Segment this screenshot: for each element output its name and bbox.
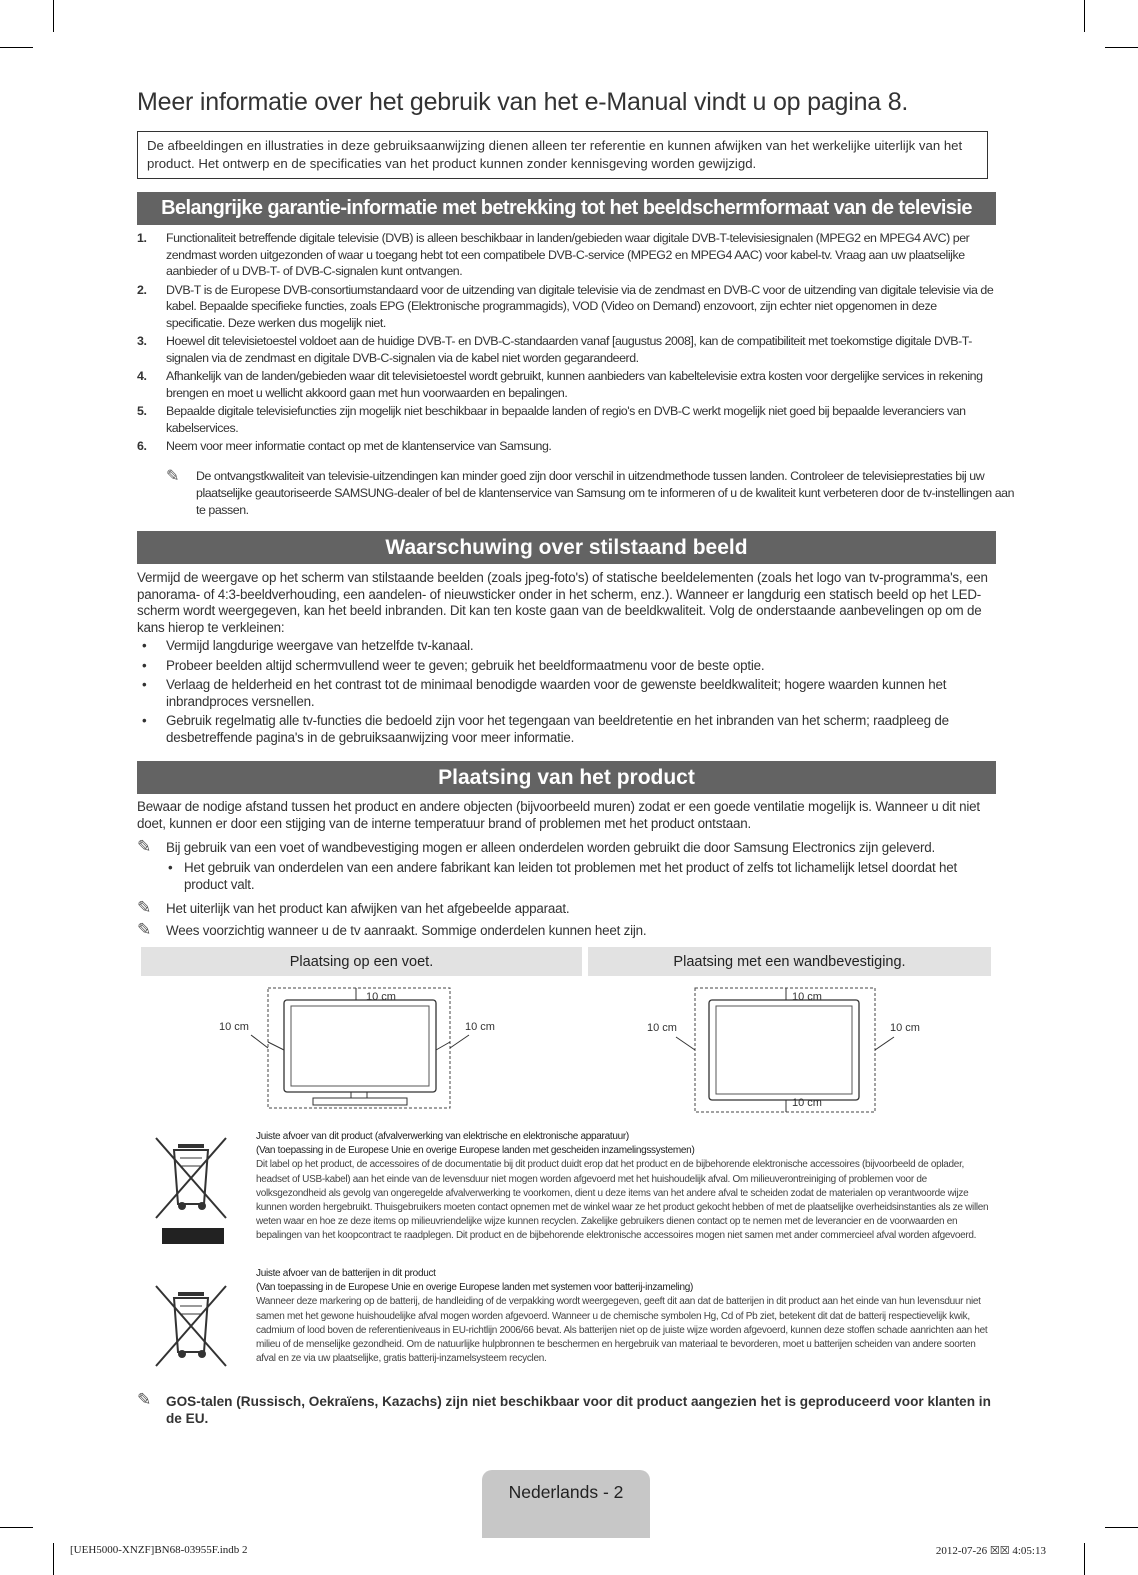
item-number: 2. [137,282,147,297]
crossed-out-battery-bin-icon [150,1282,232,1372]
stand-placement-diagram [141,980,582,1115]
page-title: Meer informatie over het gebruik van het e-Manual vindt u op pagina 8. [137,88,909,116]
clearance-label-bottom: 10 cm [792,1097,822,1109]
pencil-note-icon: ✎ [137,898,152,917]
clearance-label-left: 10 cm [647,1022,677,1034]
list-item [137,403,995,436]
list-item [137,333,995,366]
clearance-label-left: 10 cm [219,1021,249,1033]
gos-note [137,1390,997,1427]
tv-neck [351,1092,367,1098]
section-heading-guarantee: Belangrijke garantie-informatie met betrekking tot het beeldschermformaat van de televisie [137,192,996,225]
bullet-icon: • [142,677,147,692]
bullet-icon: • [142,657,147,673]
stand-placement-heading: Plaatsing op een voet. [141,947,582,976]
item-text: Afhankelijk van de landen/gebieden waar dit televisietoestel wordt gebruikt, kunnen aanbieders van kabeltelevisie extra kosten voor dergelijke services in rekening brengen en moet u wellicht akkoord gaan met hun voorwaarden en bepalingen. [166,369,983,400]
clearance-outline [695,988,875,1112]
item-number: 4. [137,369,147,383]
weee-battery-subtitle: (Van toepassing in de Europese Unie en overige Europese landen met systemen voor batterij-inzameling) [256,1282,694,1294]
section-heading-still-image: Waarschuwing over stilstaand beeld [137,531,996,564]
bullet-text: Vermijd langdurige weergave van hetzelfde tv-kanaal. [166,638,474,653]
tv-stand [313,1098,407,1105]
tv-frame [284,1000,436,1092]
weee-product-text [256,1130,990,1244]
still-image-bullets [137,638,997,749]
placement-note [137,839,997,856]
bullet-text: Gebruik regelmatig alle tv-functies die bedoeld zijn voor het tegengaan van beeldretentie en het inbranden van het scherm; raadpleeg de desbetreffende pagina's in de gebruiksaanwijzing voor meer informatie. [166,713,949,745]
pencil-note-icon: ✎ [137,920,152,939]
list-item [137,638,997,655]
item-number: 1. [137,231,147,245]
crop-mark [53,0,54,32]
clearance-indicator [268,1042,284,1050]
item-text: Neem voor meer informatie contact op met de klantenservice van Samsung. [166,439,552,453]
crop-mark [1105,47,1138,48]
crop-mark [0,1527,33,1528]
clearance-label-right: 10 cm [890,1022,920,1034]
clearance-label-top: 10 cm [366,991,396,1003]
crop-mark [1084,0,1085,32]
note-text: GOS-talen (Russisch, Oekraïens, Kazachs) zijn niet beschikbaar voor dit product aangezien het is geproduceerd voor klanten in de EU. [166,1394,991,1426]
section-heading-placement: Plaatsing van het product [137,761,996,794]
weee-product-subtitle: (Van toepassing in de Europese Unie en overige Europese landen met gescheiden inzamelingssystemen) [256,1145,695,1157]
list-item [137,368,995,401]
item-text: Bepaalde digitale televisiefuncties zijn mogelijk niet beschikbaar in bepaalde landen of regio's en DVB-C werkt mogelijk niet goed bij bepaalde leveranciers van kabelservices. [166,404,966,435]
clearance-indicator [436,1042,450,1050]
note-text: De ontvangstkwaliteit van televisie-uitzendingen kan minder goed zijn door verschil in uitzendmethode tussen landen. Controleer de televisieprestaties bij uw plaatselijke geautoriseerde SAMSUNG-dealer of bel de klantenservice van Samsung om te informeren of u de kwaliteit kunt verbeteren door de tv-instellingen aan te passen. [196,469,1015,517]
pencil-note-icon: ✎ [137,837,152,856]
bullet-icon: • [142,713,147,728]
crop-mark [0,47,33,48]
item-number: 5. [137,404,147,418]
list-item [137,230,995,280]
note-text: Bij gebruik van een voet of wandbevestiging mogen er alleen onderdelen worden gebruikt die door Samsung Electronics zijn geleverd. [166,840,935,855]
placement-note [137,922,997,939]
tv-screen [716,1006,852,1094]
list-item [137,677,997,710]
weee-battery-body: Wanneer deze markering op de batterij, de handleiding of de verpakking wordt weergegeven, geeft dit aan dat de batterijen in dit product aan het einde van hun levensduur niet samen met het gewone huishoudelijke afval mogen worden afgevoerd. Wanneer u de chemische symbolen Hg, Cd of Pb ziet, betekent dit dat de batterij respectievelijk kwik, cadmium of lood boven de referentieniveaus in EU-richtlijn 2006/66 bevat. Als batterijen niet op de juiste wijze worden afgevoerd, kunnen deze stoffen schade aanrichten aan het milieu of de menselijke gezondheid. Om de natuurlijke hulpbronnen te beschermen en hergebruik van materiaal te bevorderen, moet u batterijen scheiden van andere soorten afval en ze via uw plaatselijke, gratis batterij-inzamelsysteem recyclen. [256,1296,988,1365]
list-item [137,658,997,675]
bullet-icon: • [142,638,147,653]
tv-screen [291,1006,429,1086]
tv-frame [709,1000,859,1100]
still-image-intro: Vermijd de weergave op het scherm van stilstaande beelden (zoals jpeg-foto's) of statische beeldelementen (zoals het logo van tv-programma's, een panorama- of 4:3-beeldverhouding, een aandelen- of nieuwsticker onder in het scherm, enz.). Wanneer er langdurig een statisch beeld op het LED-scherm wordt weergegeven, kan het beeld inbranden. Dit kan ten koste gaan van de beeldkwaliteit. Volg de onderstaande aanbevelingen op om de kans hierop te verkleinen: [137,570,988,635]
pencil-note-icon: ✎ [137,1390,152,1409]
bullet-text: Verlaag de helderheid en het contrast tot de minimaal benodigde waarden voor de gewenste beeldkwaliteit; hogere waarden kunnen het inbrandproces versnellen. [166,677,947,709]
item-number: 3. [137,334,147,348]
disclaimer-box: De afbeeldingen en illustraties in deze gebruiksaanwijzing dienen alleen ter referentie en kunnen afwijken van het werkelijke uiterlijk van het product. Het ontwerp en de specificaties van het product kunnen zonder kennisgeving worden gewijzigd. [137,131,988,179]
note-text: Wees voorzichtig wanneer u de tv aanraakt. Sommige onderdelen kunnen heet zijn. [166,923,647,938]
placement-intro: Bewaar de nodige afstand tussen het product en andere objecten (bijvoorbeeld muren) zodat er een goede ventilatie mogelijk is. Wanneer u dit niet doet, kunnen er door een stijging van de interne temperatuur brand of problemen met het product ontstaan. [137,799,980,831]
weee-product-body: Dit label op het product, de accessoires of de documentatie bij dit product duidt erop dat het product en de bijbehorende elektronische accessoires (bijvoorbeeld de oplader, headset of USB-kabel) aan het einde van de levensduur niet mogen worden afgevoerd met het huishoudelijk afval. Om milieuverontreiniging of problemen voor de volksgezondheid als gevolg van ongeregelde afvalverwerking te voorkomen, dient u deze items van het andere afval te scheiden zodat de materialen op verantwoorde wijze kunnen worden hergebruikt. Thuisgebruikers moeten contact opnemen met de winkel waar ze het product gekocht hebben of met de plaatselijke overheidsinstanties als ze willen weten waar en hoe ze deze items op milieuvriendelijke wijze kunnen recyclen. Zakelijke gebruikers dienen contact op te nemen met de leverancier en de voorwaarden en bepalingen van het koopcontract te raadplegen. Dit product en de bijbehorende elektronische accessoires mogen niet samen met ander commercieel afval worden afgevoerd. [256,1159,989,1242]
guarantee-note [166,468,1026,519]
pencil-note-icon: ✎ [166,468,179,485]
guarantee-list [137,230,995,457]
crop-mark [53,1543,54,1575]
wall-placement-heading: Plaatsing met een wandbevestiging. [588,947,991,976]
weee-product-title: Juiste afvoer van dit product (afvalverwerking van elektrische en elektronische apparatuur) [256,1131,629,1142]
print-slug-right: 2012-07-26 ☒☒ 4:05:13 [935,1545,1046,1557]
placement-sub-bullet [168,859,988,893]
bullet-text: Probeer beelden altijd schermvullend weer te geven; gebruik het beeldformaatmenu voor de beste optie. [166,657,765,673]
clearance-label-right: 10 cm [465,1021,495,1033]
list-item [137,713,997,746]
bullet-text: Het gebruik van onderdelen van een andere fabrikant kan leiden tot problemen met het product of zelfs tot lichamelijk letsel doordat het product valt. [184,860,958,892]
weee-battery-text [256,1267,990,1366]
item-text: Functionaliteit betreffende digitale televisie (DVB) is alleen beschikbaar in landen/gebieden waar digitale DVB-T-televisiesignalen (MPEG2 en MPEG4 AVC) per zendmast worden uitgezonden of waar u toegang hebt tot een compatibele DVB-C-service (MPEG2 en MPEG4 AAC) voor kabel-tv. Vraag aan uw plaatselijke aanbieder of u DVB-T- of DVB-C-signalen kunt ontvangen. [166,231,970,278]
crop-mark [1084,1543,1085,1575]
item-text: DVB-T is de Europese DVB-consortiumstandaard voor de uitzending van digitale televisie via de zendmast en DVB-C voor de uitzending van digitale televisie via de kabel. Bepaalde specifieke functies, zoals EPG (Elektronische programmagids), VOD (Video on Demand) enzovoort, zijn echter niet opgenomen in deze specificatie. Deze werken dus mogelijk niet. [166,282,994,330]
note-text: Het uiterlijk van het product kan afwijken van het afgebeelde apparaat. [166,901,570,916]
placement-note [137,900,997,917]
crossed-out-bin-icon [150,1132,232,1248]
bullet-icon: • [168,860,173,875]
list-item [137,438,995,455]
item-number: 6. [137,439,147,453]
wall-placement-diagram [588,980,991,1115]
item-text: Hoewel dit televisietoestel voldoet aan de huidige DVB-T- en DVB-C-standaarden vanaf [augustus 2008], kan de compatibiliteit met toekomstige digitale DVB-T-signalen via de zendmast en digitale DVB-C-signalen via de kabel niet worden gegarandeerd. [166,334,972,365]
page-number-tab: Nederlands - 2 [482,1470,650,1538]
clearance-label-top: 10 cm [792,991,822,1003]
print-slug-left: [UEH5000-XNZF]BN68-03955F.indb 2 [70,1544,248,1556]
weee-battery-title: Juiste afvoer van de batterijen in dit product [256,1268,436,1279]
list-item [137,282,995,332]
crop-mark [1105,1527,1138,1528]
